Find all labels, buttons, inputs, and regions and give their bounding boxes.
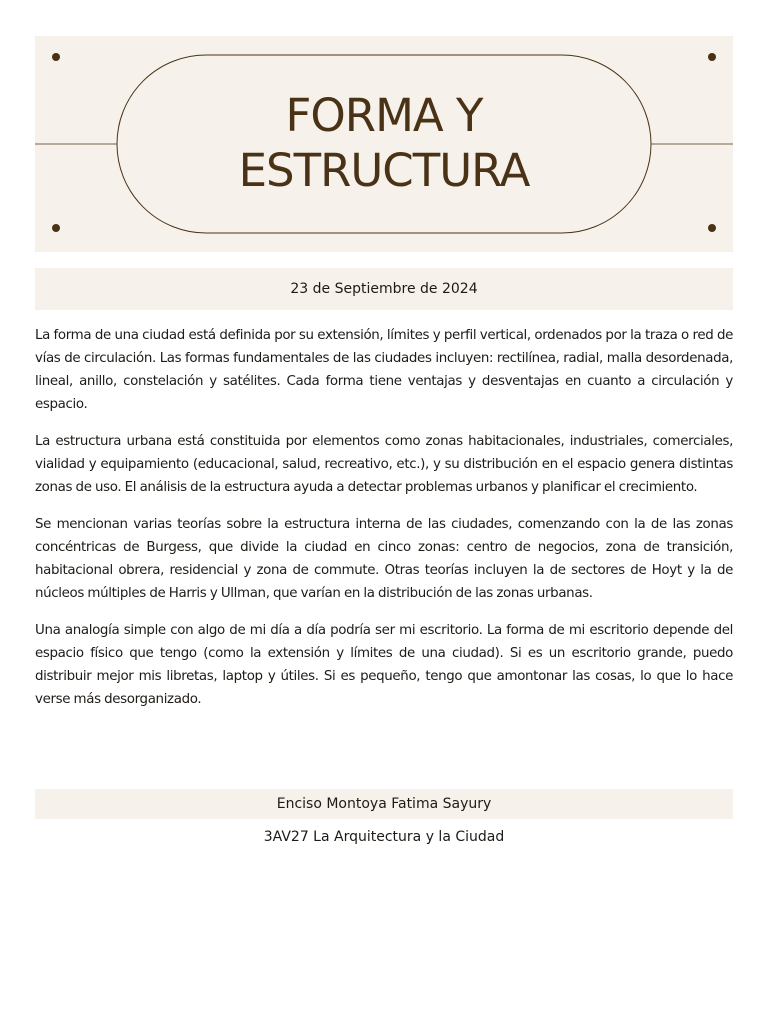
paragraph-teorias: Se mencionan varias teorías sobre la estructura interna de las ciudades, comenzando con la de las zonas concéntricas de Burgess, que divide la ciudad en cinco zonas: centro de negocios, zona de transición, habitacional obrera, residencial y zona de commute. Otras teorías incluyen la de sectores de Hoyt y la de núcleos múltiples de Harris y Ullman, que varían en la distribución de las zonas urbanas.: [35, 517, 733, 601]
document-date: 23 de Septiembre de 2024: [290, 281, 478, 297]
author-name: Enciso Montoya Fatima Sayury: [276, 796, 492, 812]
corner-dot-bottom-left: [52, 224, 60, 232]
course-info: [35, 822, 733, 852]
paragraph-estructura: La estructura urbana está constituida por elementos como zonas habitacionales, industriales, comerciales, vialidad y equipamiento (educacional, salud, recreativo, etc.), y su distribución en el espacio genera distintas zonas de uso. El análisis de la estructura ayuda a detectar problemas urbanos y planificar el crecimiento.: [35, 434, 733, 495]
paragraph-forma: La forma de una ciudad está definida por su extensión, límites y perfil vertical, ordenados por la traza o red de vías de circulación. Las formas fundamentales de las ciudades incluyen: rectilínea, radial, malla desordenada, lineal, anillo, constelación y satélites. Cada forma tiene ventajas y desventajas en cuanto a circulación y espacio.: [35, 328, 733, 412]
document-body: [35, 324, 733, 725]
author-banner: [35, 789, 733, 819]
corner-dot-top-right: [708, 53, 716, 61]
corner-dot-bottom-right: [708, 224, 716, 232]
page-title: [35, 88, 733, 198]
title-banner: [35, 36, 733, 252]
course-name: 3AV27 La Arquitectura y la Ciudad: [263, 829, 505, 845]
date-banner: [35, 268, 733, 310]
paragraph-analogia: Una analogía simple con algo de mi día a día podría ser mi escritorio. La forma de mi escritorio depende del espacio físico que tengo (como la extensión y límites de una ciudad). Si es un escritorio grande, puedo distribuir mejor mis libretas, laptop y útiles. Si es pequeño, tengo que amontonar las cosas, lo que lo hace verse más desorganizado.: [35, 623, 733, 707]
title-line-2: ESTRUCTURA: [238, 144, 530, 197]
corner-dot-top-left: [52, 53, 60, 61]
title-line-1: FORMA Y: [285, 89, 483, 142]
